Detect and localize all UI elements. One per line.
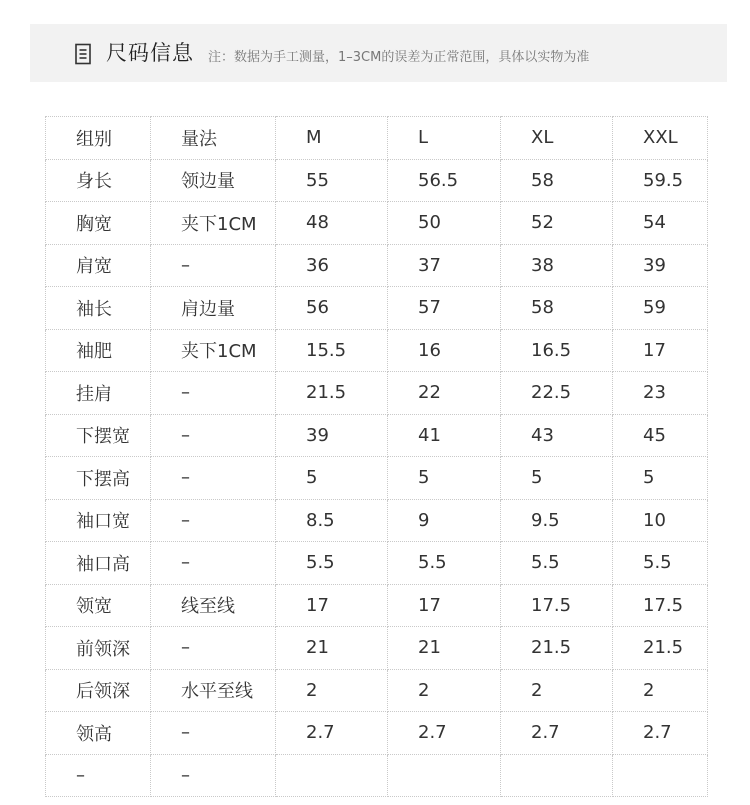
row-label: – (46, 754, 151, 797)
table-header-row (46, 117, 708, 160)
size-info-header (30, 24, 727, 82)
size-value: 21 (276, 627, 388, 670)
measure-method: – (151, 499, 276, 542)
size-value: 8.5 (276, 499, 388, 542)
row-label: 挂肩 (46, 372, 151, 415)
column-header: 组别 (46, 117, 151, 160)
size-value (501, 754, 613, 797)
row-label: 领高 (46, 712, 151, 755)
measure-method: – (151, 627, 276, 670)
measure-method: – (151, 542, 276, 585)
measure-method: 领边量 (151, 159, 276, 202)
size-value: 16.5 (501, 329, 613, 372)
table-row (46, 712, 708, 755)
measure-method: 夹下1CM (151, 202, 276, 245)
size-value: 17 (388, 584, 501, 627)
column-header: XL (501, 117, 613, 160)
document-list-icon (74, 43, 92, 65)
size-value: 2 (388, 669, 501, 712)
measure-method: 夹下1CM (151, 329, 276, 372)
size-value: 17 (613, 329, 708, 372)
column-header: M (276, 117, 388, 160)
size-value: 5.5 (276, 542, 388, 585)
page-title: 尺码信息 (106, 41, 194, 65)
table-row (46, 372, 708, 415)
size-value: 10 (613, 499, 708, 542)
row-label: 下摆高 (46, 457, 151, 500)
size-value: 15.5 (276, 329, 388, 372)
size-value: 21.5 (613, 627, 708, 670)
size-value: 16 (388, 329, 501, 372)
column-header: 量法 (151, 117, 276, 160)
size-value: 45 (613, 414, 708, 457)
table-row (46, 329, 708, 372)
size-value: 2 (276, 669, 388, 712)
measure-method: – (151, 754, 276, 797)
size-value: 37 (388, 244, 501, 287)
measure-method: – (151, 372, 276, 415)
size-value: 5.5 (388, 542, 501, 585)
measurement-note: 注：数据为手工测量，1–3CM的误差为正常范围，具体以实物为准 (208, 50, 590, 65)
size-value: 22 (388, 372, 501, 415)
table-row (46, 542, 708, 585)
row-label: 袖口高 (46, 542, 151, 585)
size-value: 2.7 (276, 712, 388, 755)
size-value: 58 (501, 159, 613, 202)
size-value: 17 (276, 584, 388, 627)
table-row (46, 159, 708, 202)
size-value: 22.5 (501, 372, 613, 415)
measure-method: 肩边量 (151, 287, 276, 330)
table-row (46, 202, 708, 245)
size-value: 2 (613, 669, 708, 712)
size-value: 59.5 (613, 159, 708, 202)
size-value: 54 (613, 202, 708, 245)
row-label: 身长 (46, 159, 151, 202)
size-value: 17.5 (501, 584, 613, 627)
row-label: 前领深 (46, 627, 151, 670)
measure-method: – (151, 712, 276, 755)
size-value: 21 (388, 627, 501, 670)
size-value: 2.7 (501, 712, 613, 755)
measure-method: 线至线 (151, 584, 276, 627)
row-label: 下摆宽 (46, 414, 151, 457)
size-value: 58 (501, 287, 613, 330)
size-value: 5.5 (613, 542, 708, 585)
row-label: 袖口宽 (46, 499, 151, 542)
size-value: 41 (388, 414, 501, 457)
row-label: 袖肥 (46, 329, 151, 372)
size-value: 48 (276, 202, 388, 245)
size-value: 39 (276, 414, 388, 457)
size-value: 2 (501, 669, 613, 712)
size-value: 17.5 (613, 584, 708, 627)
table-row (46, 287, 708, 330)
size-value (613, 754, 708, 797)
column-header: XXL (613, 117, 708, 160)
size-value: 5 (501, 457, 613, 500)
table-row (46, 627, 708, 670)
measure-method: – (151, 244, 276, 287)
size-value: 57 (388, 287, 501, 330)
size-value: 38 (501, 244, 613, 287)
row-label: 肩宽 (46, 244, 151, 287)
size-value: 23 (613, 372, 708, 415)
table-row (46, 669, 708, 712)
size-value: 2.7 (613, 712, 708, 755)
size-value: 9 (388, 499, 501, 542)
size-value: 59 (613, 287, 708, 330)
table-row (46, 244, 708, 287)
size-value: 56 (276, 287, 388, 330)
size-value: 5 (388, 457, 501, 500)
table-row (46, 457, 708, 500)
table-row (46, 414, 708, 457)
size-value: 21.5 (501, 627, 613, 670)
column-header: L (388, 117, 501, 160)
table-row (46, 499, 708, 542)
row-label: 袖长 (46, 287, 151, 330)
measure-method: – (151, 414, 276, 457)
size-value: 52 (501, 202, 613, 245)
size-value: 5 (613, 457, 708, 500)
table-row (46, 754, 708, 797)
size-value: 55 (276, 159, 388, 202)
size-value: 5 (276, 457, 388, 500)
size-value: 21.5 (276, 372, 388, 415)
row-label: 领宽 (46, 584, 151, 627)
measure-method: 水平至线 (151, 669, 276, 712)
measure-method: – (151, 457, 276, 500)
size-value (276, 754, 388, 797)
size-value: 2.7 (388, 712, 501, 755)
size-value (388, 754, 501, 797)
size-value: 39 (613, 244, 708, 287)
row-label: 胸宽 (46, 202, 151, 245)
size-value: 50 (388, 202, 501, 245)
size-value: 56.5 (388, 159, 501, 202)
row-label: 后领深 (46, 669, 151, 712)
table-row (46, 584, 708, 627)
size-value: 43 (501, 414, 613, 457)
size-value: 36 (276, 244, 388, 287)
size-table (45, 116, 708, 797)
size-value: 9.5 (501, 499, 613, 542)
size-value: 5.5 (501, 542, 613, 585)
